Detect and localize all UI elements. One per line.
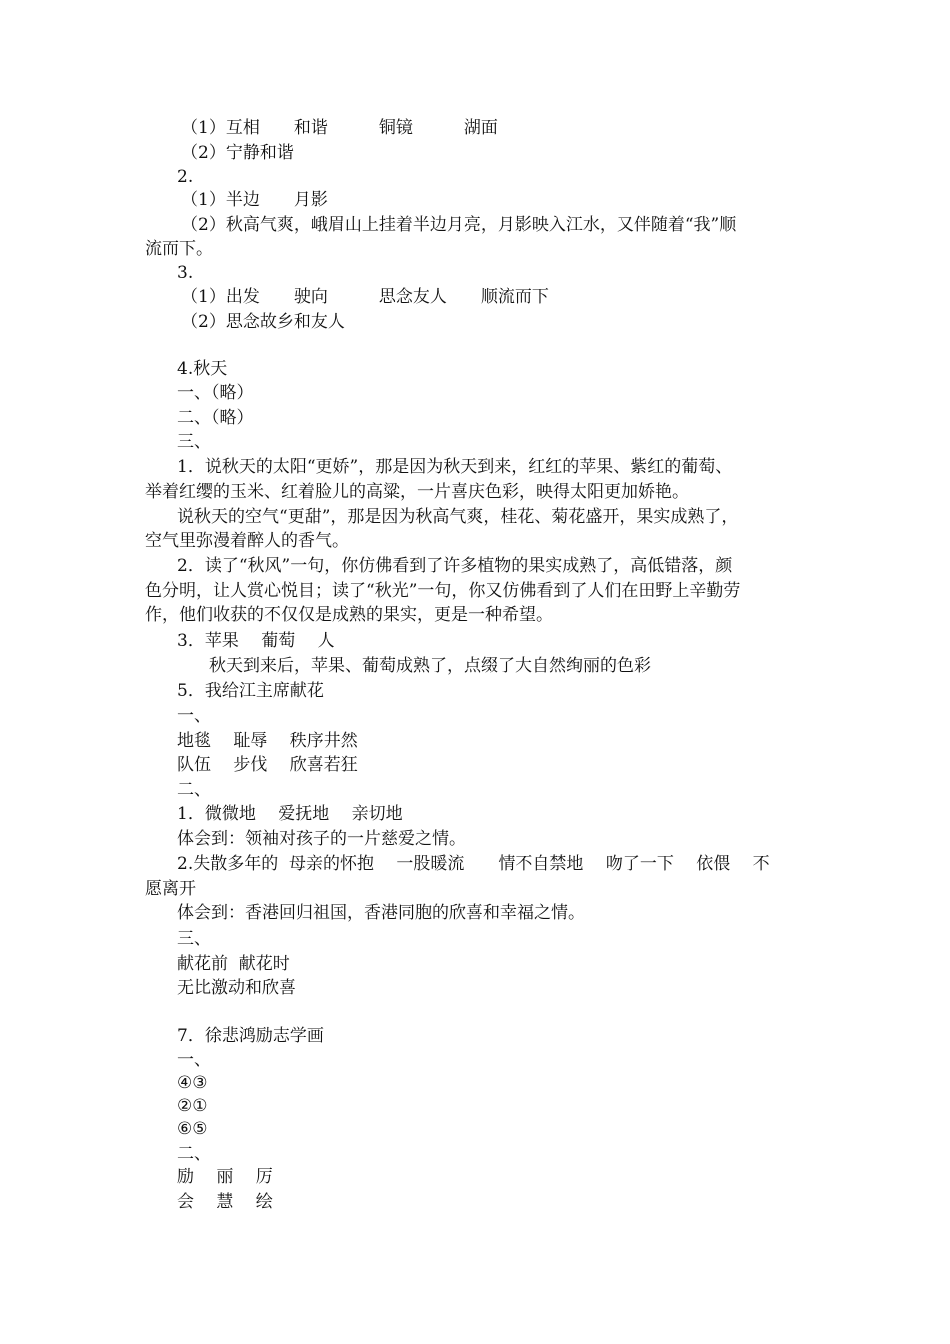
text-line: 流而下。 — [145, 239, 213, 259]
text-line: 无比激动和欣喜 — [177, 978, 296, 998]
text-line: 一、 — [177, 1050, 211, 1070]
text-line: 队伍 步伐 欣喜若狂 — [177, 755, 358, 775]
text-line: 作，他们收获的不仅仅是成熟的果实，更是一种希望。 — [145, 605, 553, 625]
text-line: （1）互相 和谐 铜镜 湖面 — [181, 118, 498, 138]
text-line: 举着红缨的玉米、红着脸儿的高粱，一片喜庆色彩，映得太阳更加娇艳。 — [145, 482, 689, 502]
section-heading: 7．徐悲鸿励志学画 — [177, 1026, 324, 1046]
text-line: 1．微微地 爱抚地 亲切地 — [177, 804, 403, 824]
text-line: （1）半边 月影 — [181, 190, 328, 210]
text-line: 说秋天的空气“更甜”，那是因为秋高气爽，桂花、菊花盛开，果实成熟了， — [177, 507, 739, 527]
text-line: 2.失散多年的 母亲的怀抱 一股暖流 情不自禁地 吻了一下 依偎 不 — [177, 854, 770, 874]
section-heading: 4.秋天 — [177, 359, 228, 379]
text-line: 色分明，让人赏心悦目；读了“秋光”一句，你又仿佛看到了人们在田野上辛勤劳 — [145, 581, 741, 601]
text-line: 二、 — [177, 780, 211, 800]
text-line: 二、 — [177, 1144, 211, 1164]
text-line: ⑥⑤ — [177, 1119, 208, 1139]
text-line: 体会到：香港回归祖国，香港同胞的欣喜和幸福之情。 — [177, 903, 585, 923]
text-line: 三、 — [177, 929, 211, 949]
text-line: 2．读了“秋风”一句，你仿佛看到了许多植物的果实成熟了，高低错落，颜 — [177, 556, 733, 576]
text-line: （2）宁静和谐 — [181, 143, 294, 163]
text-line: 1．说秋天的太阳“更娇”，那是因为秋天到来，红红的苹果、紫红的葡萄、 — [177, 457, 733, 477]
text-line: （1）出发 驶向 思念友人 顺流而下 — [181, 287, 549, 307]
text-line: ②① — [177, 1096, 208, 1116]
text-line: 秋天到来后，苹果、葡萄成熟了，点缀了大自然绚丽的色彩 — [209, 656, 651, 676]
text-line: 空气里弥漫着醉人的香气。 — [145, 531, 349, 551]
section-heading: 5．我给江主席献花 — [177, 681, 324, 701]
text-line: 一、 — [177, 706, 211, 726]
text-line: ④③ — [177, 1073, 208, 1093]
text-line: （2）思念故乡和友人 — [181, 312, 345, 332]
text-line: 二、（略） — [177, 408, 254, 428]
text-line: 愿离开 — [145, 879, 196, 899]
text-line: 2. — [177, 167, 194, 187]
text-line: 3．苹果 葡萄 人 — [177, 631, 335, 651]
text-line: 一、（略） — [177, 383, 254, 403]
text-line: 励 丽 厉 — [177, 1167, 273, 1187]
text-line: 地毯 耻辱 秩序井然 — [177, 731, 358, 751]
text-line: 会 慧 绘 — [177, 1192, 273, 1212]
text-line: 体会到：领袖对孩子的一片慈爱之情。 — [177, 829, 466, 849]
text-line: 献花前 献花时 — [177, 954, 290, 974]
text-line: （2）秋高气爽，峨眉山上挂着半边月亮，月影映入江水，又伴随着“我”顺 — [181, 215, 737, 235]
text-line: 三、 — [177, 432, 211, 452]
text-line: 3. — [177, 263, 194, 283]
